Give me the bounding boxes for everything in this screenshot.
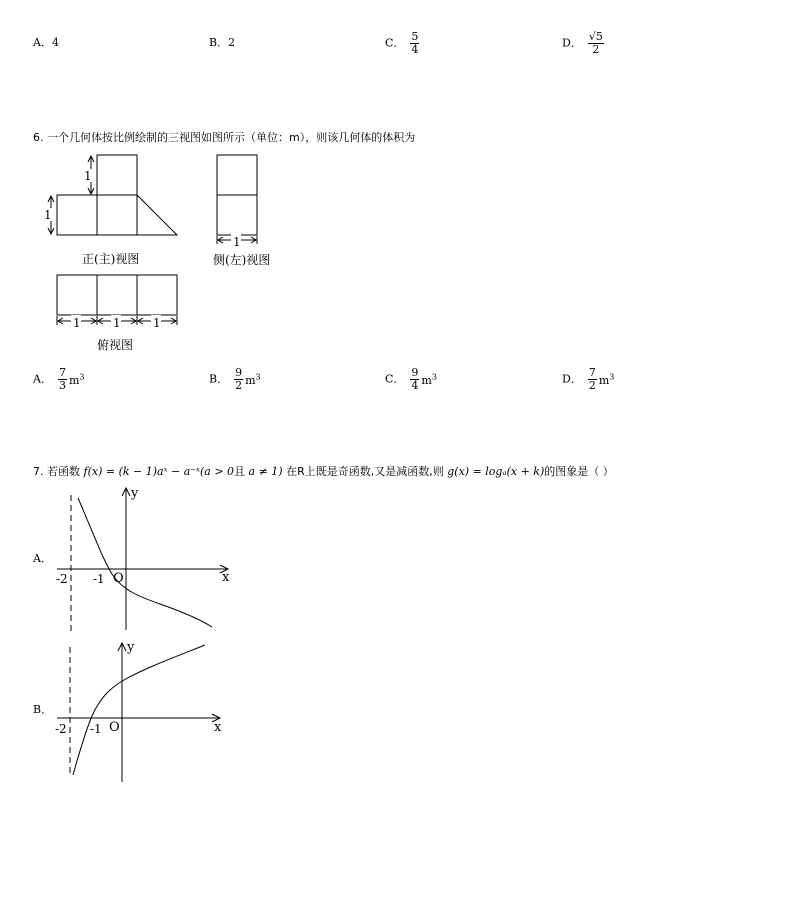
q7-option-a-label: A． — [33, 552, 52, 565]
top-view-caption: 俯视图 — [97, 338, 134, 352]
top-dim-label-2: 1 — [113, 316, 121, 330]
front-dim-label-1: 1 — [84, 169, 92, 183]
graph-a-y-label: y — [131, 486, 139, 501]
q6-option-a-den: 3 — [58, 379, 66, 392]
graph-a-origin-label: O — [113, 571, 124, 586]
q6-option-b-unit-exp: 3 — [255, 372, 261, 382]
q7-condition-mid: 且 — [234, 465, 246, 478]
q5-option-b-value: 2 — [228, 36, 236, 49]
q6-option-c-den: 4 — [411, 379, 419, 392]
graph-a-tick-minus-2: -2 — [56, 572, 68, 586]
top-dim-label-1: 1 — [73, 316, 81, 330]
front-view-caption: 正(主)视图 — [82, 252, 140, 266]
side-view-caption: 侧(左)视图 — [213, 253, 271, 267]
graph-b-tick-minus-2: -2 — [55, 722, 67, 736]
q6-option-d-unit-exp: 3 — [609, 372, 615, 382]
q7-function-g: g(x) = logₐ(x + k) — [447, 465, 545, 478]
q6-option-a-label: A． — [33, 372, 52, 386]
q5-option-c-label: C． — [385, 36, 405, 50]
q6-stem: 6. 一个几何体按比例绘制的三视图如图所示（单位：m），则该几何体的体积为 — [33, 131, 416, 144]
q6-option-d-unit-base: m — [598, 373, 610, 387]
graph-b-x-label: x — [214, 720, 222, 735]
side-dim-label: 1 — [233, 235, 241, 249]
top-dim-label-3: 1 — [153, 316, 161, 330]
q6-option-c-num: 9 — [411, 366, 419, 379]
graph-b-y-label: y — [127, 640, 135, 655]
q5-option-d-den: 2 — [592, 43, 600, 56]
q5-option-a-value: 4 — [51, 36, 59, 49]
q6-option-a-unit-exp: 3 — [79, 372, 85, 382]
q6-option-c-label: C． — [385, 372, 405, 386]
q7-stem-mid: 在R上既是奇函数,又是减函数,则 — [286, 465, 444, 478]
q6-option-c-unit-exp: 3 — [431, 372, 437, 382]
q6-option-b-den: 2 — [235, 379, 243, 392]
q5-option-c-num: 5 — [411, 30, 419, 43]
q6-option-c-unit-base: m — [421, 373, 432, 387]
graph-b-curve — [73, 645, 205, 775]
q5-option-d-label: D． — [562, 36, 582, 50]
q7-option-b-label: B． — [33, 703, 53, 716]
graph-b-origin-label: O — [109, 720, 120, 735]
q7-condition-end: a ≠ 1) — [248, 465, 283, 478]
front-dim-label-2: 1 — [44, 208, 52, 222]
q6-option-d-den: 2 — [588, 379, 596, 392]
q5-option-c-den: 4 — [411, 43, 419, 56]
q7-stem-suffix: 的图象是（ ） — [544, 465, 614, 478]
graph-a-tick-minus-1: -1 — [93, 572, 105, 586]
q6-option-b-unit-base: m — [245, 373, 256, 387]
q5-option-a-label: A． — [33, 36, 52, 49]
q6-option-a-unit-base: m — [68, 373, 80, 387]
q6-option-b-label: B． — [209, 372, 229, 386]
q6-option-a-num: 7 — [58, 366, 66, 379]
graph-a-x-label: x — [222, 570, 230, 585]
q7-function-f: f(x) = (k − 1)aˣ − a⁻ˣ(a > 0 — [83, 465, 235, 478]
q6-option-d-label: D． — [562, 372, 582, 386]
q5-option-b-label: B． — [209, 36, 229, 49]
q6-option-b-num: 9 — [235, 366, 243, 379]
q7-stem-prefix: 7. 若函数 — [33, 465, 80, 478]
graph-b-tick-minus-1: -1 — [90, 722, 102, 736]
q6-option-d-num: 7 — [588, 366, 596, 379]
q5-option-d-num: √5 — [588, 30, 603, 43]
